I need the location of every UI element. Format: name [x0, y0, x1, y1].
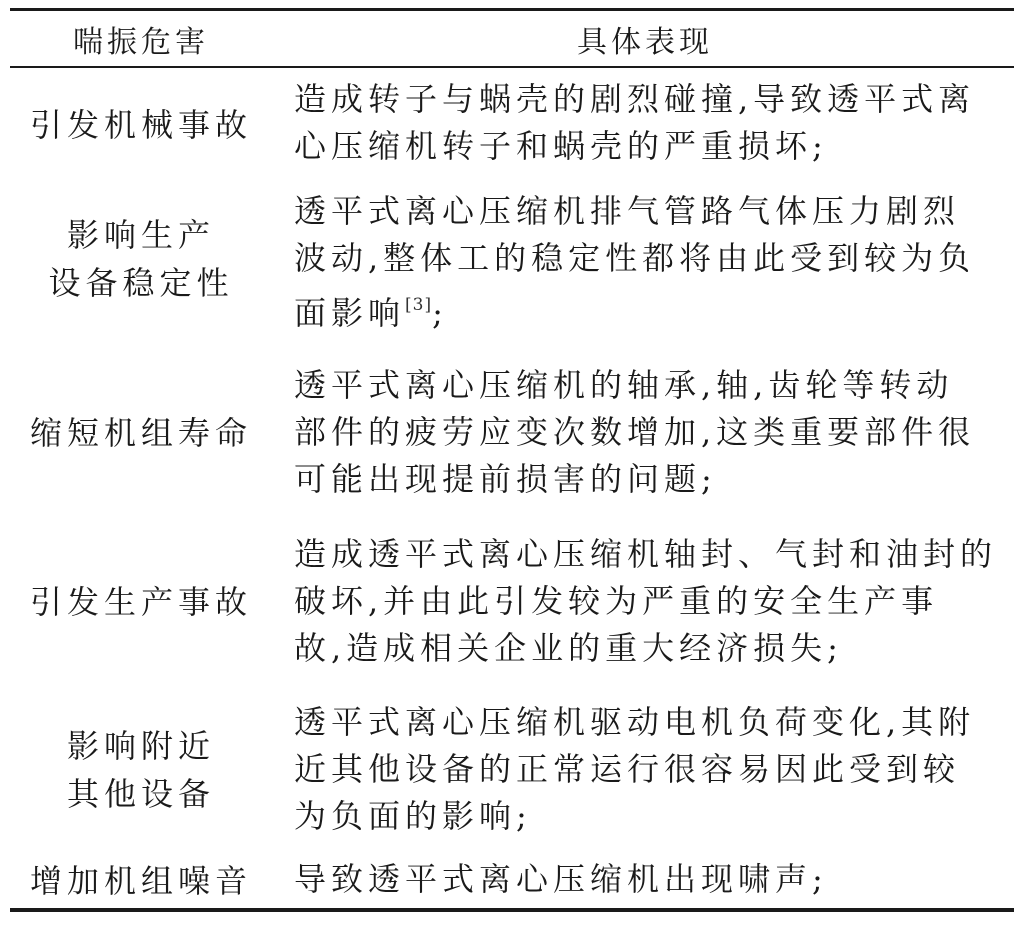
hazard-cell [10, 188, 272, 330]
hazard-label: 增加机组噪音 [29, 862, 252, 900]
detail-line: 造成透平式离心压缩机轴封、气封和油封的 [294, 535, 998, 573]
table-bottom-rule [10, 908, 1014, 912]
hazard-label: 影响生产 [66, 216, 215, 254]
detail-cell [294, 188, 1004, 337]
header-divider-rule [10, 66, 1014, 68]
detail-line [294, 282, 1004, 337]
citation-reference: [3] [405, 295, 433, 315]
detail-text: 面影响 [294, 294, 406, 332]
column-header-manifestation: 具体表现 [577, 25, 713, 60]
detail-line: 透平式离心压缩机排气管路气体压力剧烈 [294, 192, 961, 230]
detail-punctuation: ; [432, 294, 448, 332]
hazard-label: 引发机械事故 [29, 106, 252, 144]
detail-line: 心压缩机转子和蜗壳的严重损坏; [294, 127, 828, 165]
hazard-label: 其他设备 [66, 775, 215, 813]
hazard-label: 影响附近 [66, 727, 215, 765]
hazard-label: 引发生产事故 [29, 583, 252, 621]
hazard-label: 设备稳定性 [48, 264, 234, 302]
detail-cell [294, 76, 1004, 170]
column-header-hazard: 喘振危害 [73, 25, 209, 60]
hazard-cell [10, 76, 272, 174]
detail-line: 故,造成相关企业的重大经济损失; [294, 629, 843, 667]
detail-line: 波动,整体工的稳定性都将由此受到较为负 [294, 239, 976, 277]
detail-cell [294, 699, 1004, 840]
hazard-cell [10, 699, 272, 841]
hazard-cell [10, 531, 272, 673]
table-row [10, 699, 1014, 841]
table-row [10, 76, 1014, 174]
detail-line: 透平式离心压缩机驱动电机负荷变化,其附 [294, 703, 976, 741]
detail-line: 部件的疲劳应变次数增加,这类重要部件很 [294, 413, 976, 451]
table-row [10, 531, 1014, 673]
table-top-rule [10, 8, 1014, 11]
hazard-cell [10, 856, 272, 906]
table-row [10, 188, 1014, 330]
detail-cell [294, 856, 1004, 903]
hazard-label: 缩短机组寿命 [29, 414, 252, 452]
detail-line: 透平式离心压缩机的轴承,轴,齿轮等转动 [294, 366, 954, 404]
detail-cell [294, 362, 1004, 503]
table-row [10, 362, 1014, 504]
detail-line: 可能出现提前损害的问题; [294, 460, 717, 498]
table-row [10, 856, 1014, 906]
detail-line: 为负面的影响; [294, 797, 532, 835]
hazard-cell [10, 362, 272, 504]
detail-cell [294, 531, 1004, 672]
detail-line: 破坏,并由此引发较为严重的安全生产事 [294, 582, 939, 620]
detail-line: 导致透平式离心压缩机出现啸声; [294, 860, 828, 898]
detail-line: 造成转子与蜗壳的剧烈碰撞,导致透平式离 [294, 80, 976, 118]
detail-line: 近其他设备的正常运行很容易因此受到较 [294, 750, 961, 788]
